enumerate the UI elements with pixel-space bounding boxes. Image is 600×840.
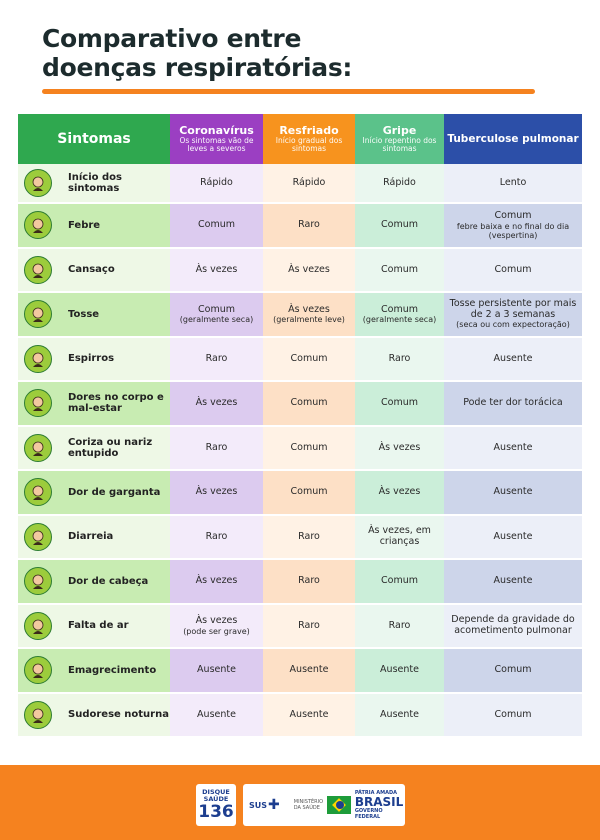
cell-value: Comum: [381, 219, 418, 230]
cell-tuberculose: [444, 293, 582, 338]
ministerio-logo: MINISTÉRIO DA SAÚDE: [293, 799, 324, 811]
cough-icon: [24, 300, 52, 328]
cell-note: febre baixa e no final do dia (vespertina): [456, 221, 570, 240]
title-line-1: Comparativo entre: [42, 24, 302, 53]
runny-nose-icon: [24, 434, 52, 462]
cell-value: Comum: [381, 397, 418, 408]
cell-value: Ausente: [197, 664, 236, 675]
page-title: [42, 24, 352, 82]
symptom-cell: [18, 516, 170, 561]
cell-resfriado: [263, 427, 355, 472]
cell-coronavirus: [170, 649, 263, 694]
brasil-logo: PÁTRIA AMADA BRASIL GOVERNO FEDERAL: [354, 790, 404, 820]
cell-gripe: [355, 649, 444, 694]
cell-tuberculose: [444, 204, 582, 249]
cell-value: Ausente: [493, 530, 533, 542]
toilet-icon: [24, 523, 52, 551]
cell-gripe: [355, 605, 444, 650]
cell-value: Rápido: [292, 176, 326, 188]
cell-value: Comum: [381, 303, 418, 315]
symptom-cell: [18, 649, 170, 694]
cell-value: Às vezes: [195, 615, 238, 626]
title-underline: [42, 89, 535, 94]
cell-value: Lento: [499, 176, 527, 188]
cell-tuberculose: [444, 249, 582, 294]
cell-value: Raro: [205, 352, 228, 364]
sweating-face-icon: [24, 701, 52, 729]
symptom-label: Dor de cabeça: [68, 575, 149, 587]
cell-resfriado: [263, 694, 355, 739]
cell-resfriado: [263, 560, 355, 605]
tired-face-icon: [24, 256, 52, 284]
symptom-label: Sudorese noturna: [68, 709, 169, 721]
cell-value: Comum: [290, 486, 328, 497]
cell-coronavirus: [170, 427, 263, 472]
cell-note: (geralmente seca): [362, 315, 437, 324]
disque-saude-logo: DISQUE SAÚDE 136: [196, 784, 236, 826]
body-ache-icon: [24, 389, 52, 417]
symptom-label: Falta de ar: [68, 620, 129, 632]
symptom-label: Início dos sintomas: [68, 172, 122, 194]
cell-resfriado: [263, 249, 355, 294]
header-gripe: Gripe Início repentino dos sintomas: [355, 114, 444, 164]
symptom-cell: [18, 560, 170, 605]
symptom-cell: [18, 427, 170, 472]
cell-coronavirus: [170, 338, 263, 383]
cell-value: Às vezes: [378, 486, 421, 497]
cell-coronavirus: [170, 605, 263, 650]
cell-note: (pode ser grave): [183, 626, 250, 636]
cell-resfriado: [263, 293, 355, 338]
cell-coronavirus: [170, 293, 263, 338]
header-sintomas: Sintomas: [18, 114, 170, 164]
cell-value: Tosse persistente por mais de 2 a 3 semanas: [449, 298, 577, 320]
cell-tuberculose: [444, 427, 582, 472]
cell-gripe: [355, 204, 444, 249]
cell-coronavirus: [170, 560, 263, 605]
cell-gripe: [355, 694, 444, 739]
cell-gripe: [355, 560, 444, 605]
header-resfriado: Resfriado Início gradual dos sintomas: [263, 114, 355, 164]
sus-logo: SUS: [249, 800, 268, 810]
symptom-cell: [18, 338, 170, 383]
symptom-label: Coriza ou nariz entupido: [68, 436, 153, 459]
weight-loss-icon: [24, 656, 52, 684]
cell-resfriado: [263, 382, 355, 427]
cell-gripe: [355, 164, 444, 204]
cell-gripe: [355, 471, 444, 516]
cell-value: Raro: [388, 619, 411, 631]
cell-value: Às vezes: [288, 303, 330, 315]
cell-coronavirus: [170, 382, 263, 427]
cell-value: Ausente: [493, 575, 533, 586]
cell-value: Comum: [494, 210, 532, 221]
clock-icon: [24, 169, 52, 197]
cell-value: Rápido: [383, 176, 416, 188]
cell-value: Às vezes: [288, 263, 330, 275]
symptom-label: Emagrecimento: [68, 664, 157, 676]
symptom-cell: [18, 293, 170, 338]
cell-value: Depende da gravidade do acometimento pulmonar: [451, 614, 575, 636]
cell-value: Rápido: [200, 176, 233, 188]
sore-throat-icon: [24, 478, 52, 506]
cell-value: Ausente: [493, 486, 533, 497]
cell-value: Às vezes: [378, 441, 421, 453]
cell-coronavirus: [170, 516, 263, 561]
cell-value: Raro: [205, 530, 228, 542]
cell-coronavirus: [170, 204, 263, 249]
footer-bar: [0, 765, 600, 840]
cell-value: Às vezes: [195, 263, 238, 275]
cell-gripe: [355, 338, 444, 383]
header-coronavirus: Coronavírus Os sintomas vão de leves a severos: [170, 114, 263, 164]
symptom-cell: [18, 471, 170, 516]
cell-coronavirus: [170, 471, 263, 516]
cell-note: (seca ou com expectoração): [456, 320, 570, 330]
cell-value: Comum: [290, 397, 328, 408]
cell-value: Raro: [205, 441, 228, 453]
cell-tuberculose: [444, 164, 582, 204]
cell-value: Às vezes: [195, 575, 238, 586]
cell-resfriado: [263, 605, 355, 650]
headache-icon: [24, 567, 52, 595]
cell-value: Ausente: [380, 664, 419, 675]
cell-resfriado: [263, 649, 355, 694]
cell-tuberculose: [444, 649, 582, 694]
cell-value: Ausente: [289, 664, 329, 675]
cell-value: Raro: [388, 352, 411, 364]
cell-value: Comum: [198, 303, 235, 315]
symptom-cell: [18, 382, 170, 427]
cell-gripe: [355, 293, 444, 338]
cell-coronavirus: [170, 694, 263, 739]
cell-tuberculose: [444, 560, 582, 605]
cell-value: Comum: [381, 263, 418, 275]
cell-tuberculose: [444, 382, 582, 427]
brazil-flag-icon: [327, 796, 351, 814]
cell-value: Comum: [381, 575, 418, 586]
comparison-table: [18, 114, 582, 738]
cell-tuberculose: [444, 605, 582, 650]
cell-resfriado: [263, 164, 355, 204]
shortness-of-breath-icon: [24, 612, 52, 640]
symptom-label: Espirros: [68, 353, 115, 365]
cell-value: Raro: [298, 219, 320, 230]
cell-value: Comum: [198, 219, 235, 230]
cell-note: (geralmente seca): [179, 315, 254, 324]
symptom-label: Cansaço: [68, 264, 115, 276]
symptom-cell: [18, 605, 170, 650]
sus-plus-icon: ✚: [268, 797, 280, 813]
cell-value: Ausente: [380, 708, 419, 720]
cell-resfriado: [263, 516, 355, 561]
cell-value: Comum: [494, 708, 532, 720]
cell-tuberculose: [444, 471, 582, 516]
thermometer-icon: [24, 211, 52, 239]
cell-value: Ausente: [493, 441, 533, 453]
title-line-2: doenças respiratórias:: [42, 53, 353, 82]
symptom-label: Diarreia: [68, 531, 114, 543]
symptom-cell: [18, 694, 170, 739]
header-tuberculose: Tuberculose pulmonar: [444, 114, 582, 164]
cell-value: Ausente: [289, 708, 329, 720]
cell-gripe: [355, 427, 444, 472]
cell-gripe: [355, 516, 444, 561]
cell-value: Comum: [290, 441, 328, 453]
sneeze-icon: [24, 345, 52, 373]
cell-gripe: [355, 249, 444, 294]
cell-note: (geralmente leve): [273, 315, 345, 324]
cell-coronavirus: [170, 249, 263, 294]
symptom-cell: [18, 249, 170, 294]
cell-value: Raro: [298, 575, 320, 586]
symptom-label: Tosse: [68, 308, 100, 320]
cell-value: Ausente: [197, 708, 236, 720]
symptom-label: Dores no corpo e mal-estar: [68, 392, 164, 415]
cell-coronavirus: [170, 164, 263, 204]
symptom-label: Febre: [68, 219, 101, 231]
cell-value: Raro: [298, 619, 320, 631]
cell-value: Ausente: [493, 352, 533, 364]
symptom-cell: [18, 204, 170, 249]
symptom-cell: [18, 164, 170, 204]
cell-value: Comum: [290, 352, 328, 364]
cell-value: Comum: [494, 263, 532, 275]
cell-tuberculose: [444, 694, 582, 739]
cell-value: Comum: [494, 664, 532, 675]
government-logos: [243, 784, 405, 826]
cell-resfriado: [263, 471, 355, 516]
cell-value: Pode ter dor torácica: [463, 397, 563, 408]
cell-tuberculose: [444, 516, 582, 561]
cell-value: Raro: [298, 530, 320, 542]
cell-value: Às vezes: [195, 397, 238, 408]
cell-gripe: [355, 382, 444, 427]
cell-value: Às vezes, em crianças: [368, 525, 431, 547]
cell-resfriado: [263, 338, 355, 383]
cell-resfriado: [263, 204, 355, 249]
cell-value: Às vezes: [195, 486, 238, 497]
cell-tuberculose: [444, 338, 582, 383]
symptom-label: Dor de garganta: [68, 486, 161, 498]
